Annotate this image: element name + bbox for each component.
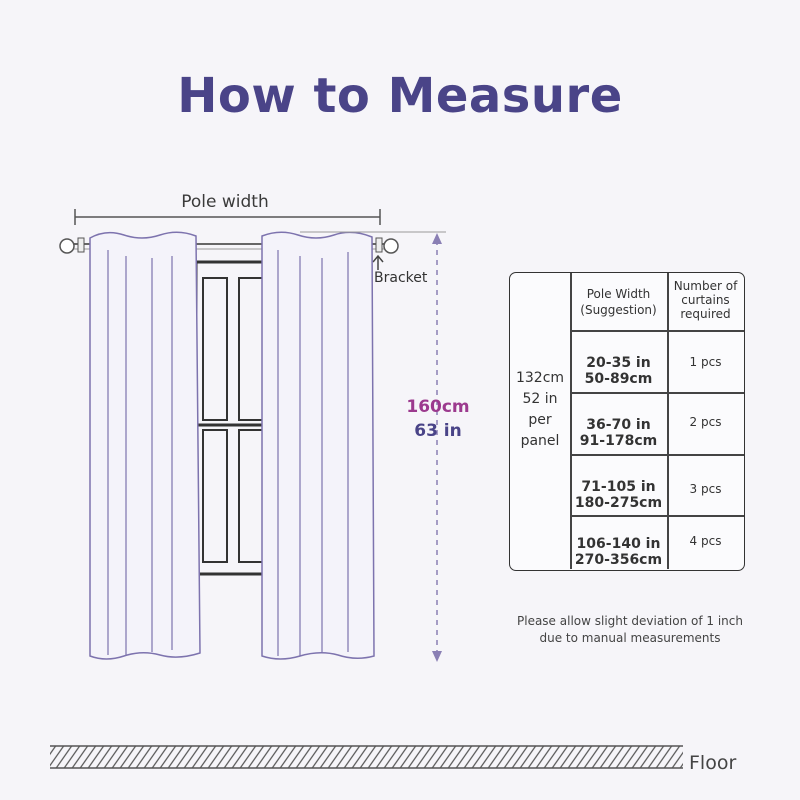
row3-in: 71-105 in xyxy=(581,479,656,495)
panel-size-panel: panel xyxy=(520,433,560,449)
row1-count: 1 pcs xyxy=(689,355,722,369)
row3-cm: 180-275cm xyxy=(574,495,663,512)
note-line1: Please allow slight deviation of 1 inch xyxy=(517,614,743,628)
pole-width-label: Pole width xyxy=(181,192,269,212)
deviation-note xyxy=(500,613,760,648)
height-cm-label: 160cm xyxy=(406,397,470,417)
row4-in: 106-140 in xyxy=(576,536,661,552)
size-table xyxy=(509,272,745,571)
bracket-label: Bracket xyxy=(374,270,428,286)
pole-finial-left xyxy=(60,239,74,253)
panel-size-cm: 132cm xyxy=(515,370,565,386)
row4-count: 4 pcs xyxy=(689,534,722,548)
row2-count: 2 pcs xyxy=(689,415,722,429)
header-count-line3: required xyxy=(680,306,731,321)
row2-in: 36-70 in xyxy=(586,417,651,433)
curtain-panel-right xyxy=(262,232,374,659)
panel-size-cell xyxy=(510,368,570,452)
row4-cm: 270-356cm xyxy=(574,552,663,569)
pole-finial-right xyxy=(384,239,398,253)
bracket xyxy=(376,238,382,252)
table-row-pole-width xyxy=(570,417,667,449)
note-line2: due to manual measurements xyxy=(539,631,721,646)
header-pole-line1: Pole Width xyxy=(586,287,651,301)
table-row-pole-width xyxy=(570,355,667,387)
floor-label: Floor xyxy=(689,752,737,774)
header-pole-line2: (Suggestion) xyxy=(580,302,657,317)
window xyxy=(196,262,268,574)
row1-cm: 50-89cm xyxy=(584,371,653,388)
row1-in: 20-35 in xyxy=(586,355,651,371)
row2-cm: 91-178cm xyxy=(579,433,658,450)
table-row-pole-width xyxy=(570,479,667,511)
header-pole-width xyxy=(570,287,667,318)
page-title: How to Measure xyxy=(177,68,623,124)
floor xyxy=(50,746,683,768)
panel-size-per: per xyxy=(528,412,552,428)
bracket-arrow xyxy=(373,256,383,270)
table-row-pole-width xyxy=(570,536,667,568)
curtain-panel-left xyxy=(90,232,200,659)
height-in-label: 63 in xyxy=(414,421,462,441)
header-curtain-count xyxy=(667,280,744,321)
row3-count: 3 pcs xyxy=(689,482,722,496)
panel-size-in: 52 in xyxy=(522,391,558,407)
header-count-line2: curtains xyxy=(681,292,730,307)
header-count-line1: Number of xyxy=(673,279,738,293)
